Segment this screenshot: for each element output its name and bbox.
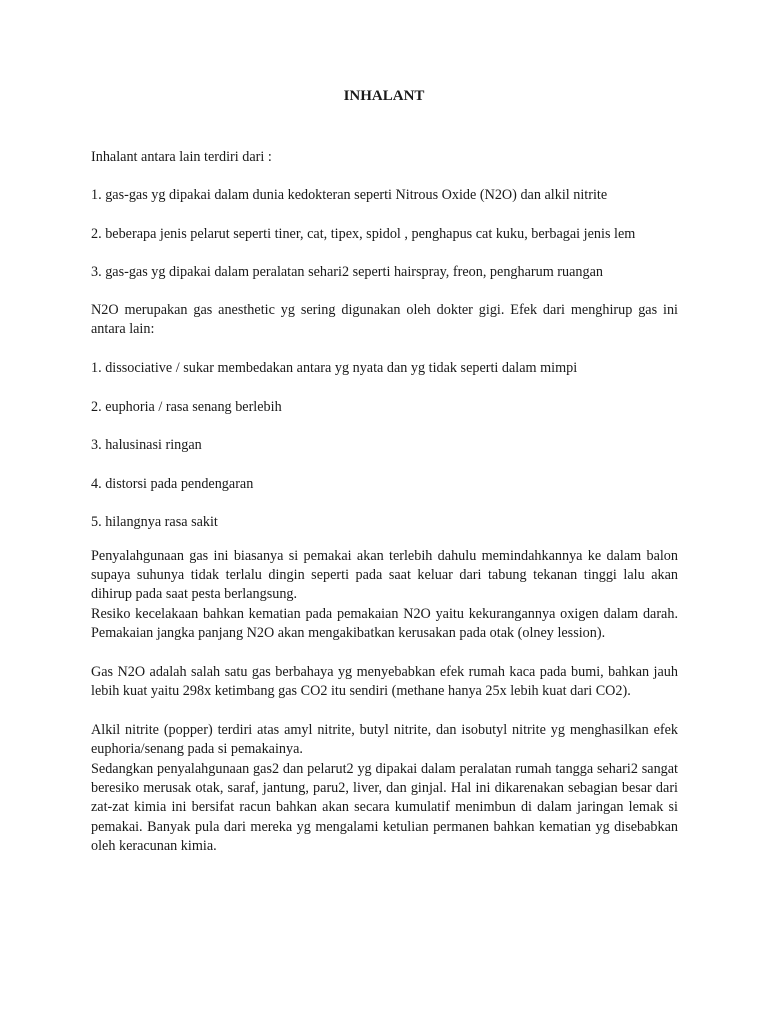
intro-text: Inhalant antara lain terdiri dari :: [91, 149, 272, 165]
body-paragraph: Sedangkan penyalahgunaan gas2 dan pelarut2 yg dipakai dalam peralatan rumah tangga sehari2 sangat beresiko merusak otak, saraf, jantung, paru2, liver, dan ginjal. Hal ini dikarenakan sebagian besar dari zat-zat kimia ini bersifat racun bahkan akan secara kumulatif menimbun di dalam jaringan lemak si pemakai. Banyak pula dari mereka yg mengalami ketulian permanen bahkan kematian yg disebabkan oleh keracunan kimia.: [91, 761, 678, 854]
list-item: 2. euphoria / rasa senang berlebih: [91, 399, 282, 415]
list-item: 2. beberapa jenis pelarut seperti tiner, cat, tipex, spidol , penghapus cat kuku, berbagai jenis lem: [91, 226, 636, 242]
list-item: 3. gas-gas yg dipakai dalam peralatan sehari2 seperti hairspray, freon, pengharum ruangan: [91, 264, 603, 280]
body-paragraph: Penyalahgunaan gas ini biasanya si pemakai akan terlebih dahulu memindahkannya ke dalam balon supaya suhunya tidak terlalu dingin seperti pada saat keluar dari tabung tekanan tinggi lalu akan dihirup pada saat pesta berlangsung.: [91, 548, 678, 603]
body-paragraph: Resiko kecelakaan bahkan kematian pada pemakaian N2O yaitu kekurangannya oxigen dalam darah. Pemakaian jangka panjang N2O akan mengakibatkan kerusakan pada otak (olney lession).: [91, 606, 678, 642]
list-item: 1. gas-gas yg dipakai dalam dunia kedokteran seperti Nitrous Oxide (N2O) dan alkil nitrite: [91, 187, 608, 203]
document-title: INHALANT: [343, 88, 425, 104]
body-paragraph: Alkil nitrite (popper) terdiri atas amyl nitrite, butyl nitrite, dan isobutyl nitrite yg menghasilkan efek euphoria/senang pada si pemakainya.: [91, 722, 678, 758]
n2o-paragraph: N2O merupakan gas anesthetic yg sering digunakan oleh dokter gigi. Efek dari menghirup gas ini antara lain:: [91, 302, 678, 338]
list-item: 4. distorsi pada pendengaran: [91, 476, 254, 492]
body-paragraph: Gas N2O adalah salah satu gas berbahaya yg menyebabkan efek rumah kaca pada bumi, bahkan jauh lebih kuat yaitu 298x ketimbang gas CO2 itu sendiri (methane hanya 25x lebih kuat dari CO2).: [91, 664, 678, 700]
list-item: 3. halusinasi ringan: [91, 437, 202, 453]
list-item: 5. hilangnya rasa sakit: [91, 514, 218, 530]
list-item: 1. dissociative / sukar membedakan antara yg nyata dan yg tidak seperti dalam mimpi: [91, 360, 578, 376]
